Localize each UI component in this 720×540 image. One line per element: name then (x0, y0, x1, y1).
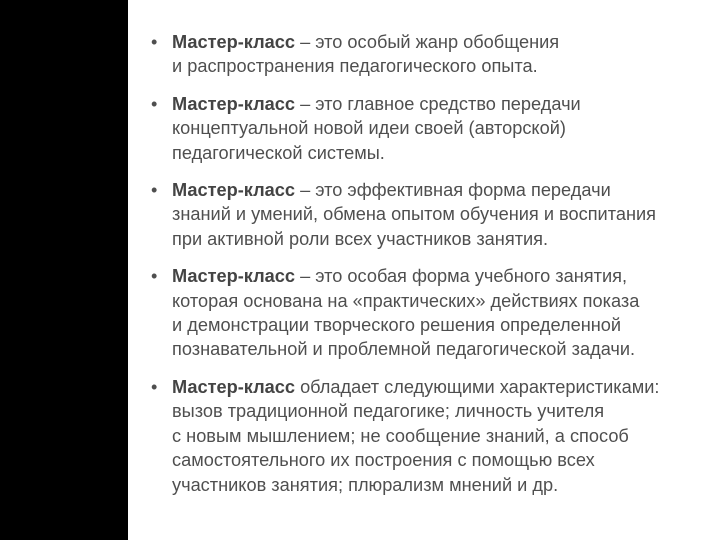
definition-line: которая основана на «практических» действиях показа (172, 290, 640, 311)
definition-line: и демонстрации творческого решения определенной (172, 315, 622, 336)
term: Мастер-класс (172, 93, 296, 114)
bullet-marker: • (151, 266, 158, 287)
definition-line: при активной роли всех участников занятия. (172, 228, 549, 249)
definition-line: вызов традиционной педагогике; личность учителя (172, 401, 605, 422)
bullet-item-1 (148, 30, 718, 79)
bullet-marker: • (151, 32, 158, 52)
bullet-item-2 (148, 92, 718, 165)
definition-start: – это эффективная форма передачи (295, 180, 611, 201)
definition-line: педагогической системы. (172, 142, 385, 163)
bullet-first-line (172, 30, 718, 54)
bullet-list (148, 30, 718, 510)
bullet-marker: • (151, 376, 158, 397)
bullet-first-line (172, 92, 718, 116)
definition-line: и распространения педагогического опыта. (172, 56, 538, 77)
definition-line: концептуальной новой идеи своей (авторской) (172, 118, 566, 139)
bullet-first-line (172, 375, 718, 399)
definition-start: – это особая форма учебного занятия, (295, 266, 628, 287)
term: Мастер-класс (172, 266, 296, 287)
bullet-item-5 (148, 375, 718, 497)
bullet-marker: • (151, 180, 158, 201)
definition-line: с новым мышлением; не сообщение знаний, а способ (172, 425, 629, 446)
slide-content (128, 0, 720, 540)
bullet-first-line (172, 178, 718, 202)
definition-start: обладает следующими характеристиками: (295, 376, 660, 397)
bullet-first-line (172, 264, 718, 288)
definition-line: знаний и умений, обмена опытом обучения и воспитания (172, 204, 657, 225)
term: Мастер-класс (172, 376, 296, 397)
left-black-band (0, 0, 128, 540)
definition-line: самостоятельного их построения с помощью всех (172, 450, 595, 471)
definition-line: познавательной и проблемной педагогической задачи. (172, 339, 636, 360)
bullet-marker: • (151, 93, 158, 114)
term: Мастер-класс (172, 180, 296, 201)
definition-line: участников занятия; плюрализм мнений и др. (172, 474, 559, 495)
definition-start: – это особый жанр обобщения (295, 32, 560, 52)
term: Мастер-класс (172, 32, 296, 52)
bullet-item-4 (148, 264, 718, 362)
definition-start: – это главное средство передачи (295, 93, 581, 114)
bullet-item-3 (148, 178, 718, 251)
